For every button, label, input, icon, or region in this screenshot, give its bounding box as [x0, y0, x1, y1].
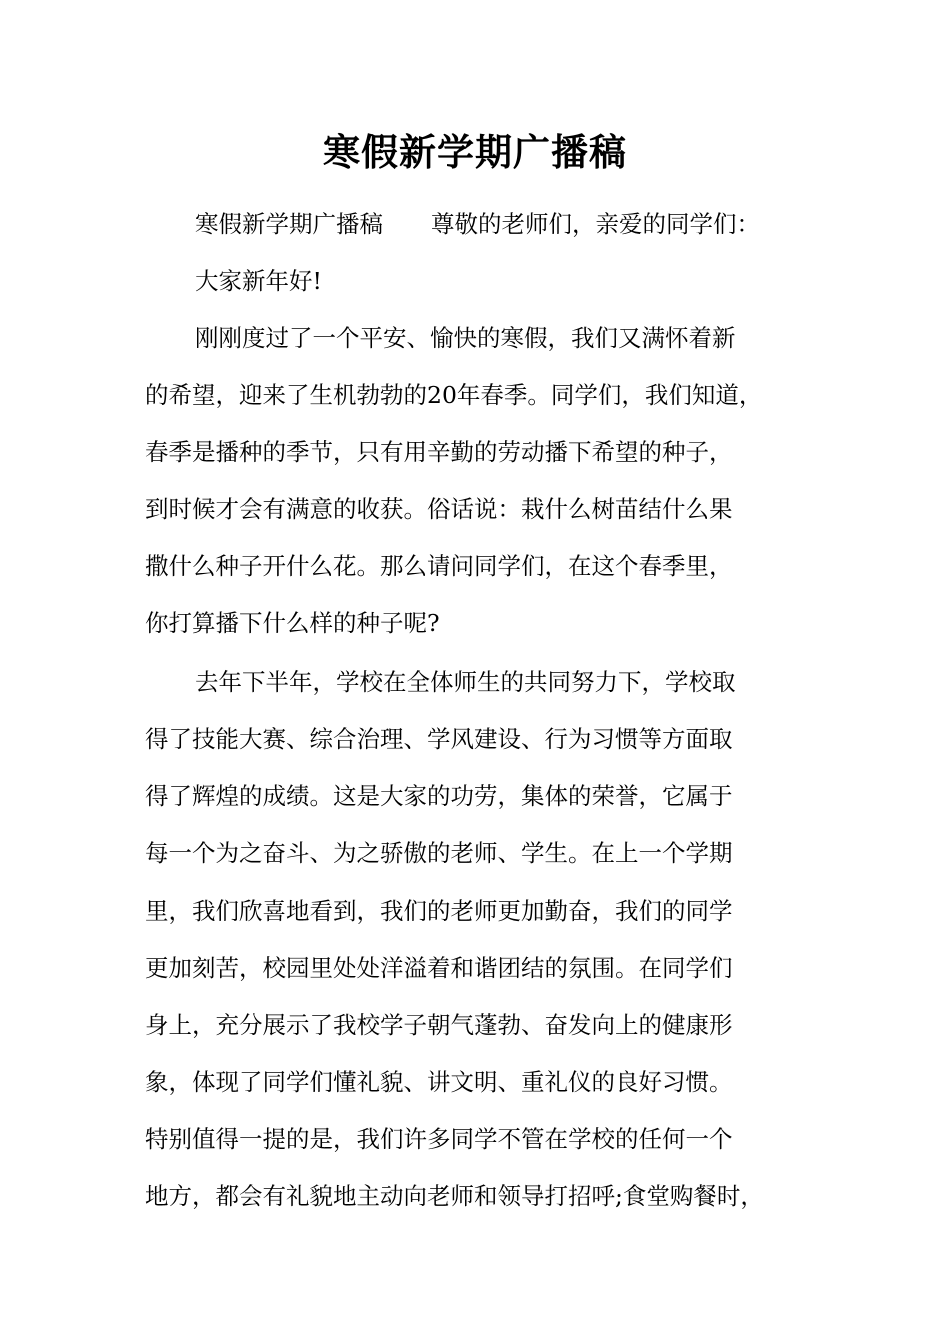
- paragraph2-line: 每一个为之奋斗、为之骄傲的老师、学生。在上一个学期: [145, 839, 733, 867]
- paragraph1-line: 刚刚度过了一个平安、愉快的寒假，我们又满怀着新: [195, 324, 736, 352]
- salutation: 尊敬的老师们，亲爱的同学们：: [431, 210, 760, 238]
- intro-line: [195, 209, 760, 239]
- intro-heading: 寒假新学期广播稿: [195, 210, 383, 238]
- paragraph2-line: 得了技能大赛、综合治理、学风建设、行为习惯等方面取: [145, 725, 733, 753]
- paragraph2-line: 里，我们欣喜地看到，我们的老师更加勤奋，我们的同学: [145, 897, 733, 925]
- document-title: 寒假新学期广播稿: [323, 130, 627, 174]
- paragraph2-line: 身上，充分展示了我校学子朝气蓬勃、奋发向上的健康形: [145, 1011, 733, 1039]
- paragraph1-line: 的希望，迎来了生机勃勃的20年春季。同学们，我们知道，: [145, 381, 763, 409]
- paragraph2-line: 特别值得一提的是，我们许多同学不管在学校的任何一个: [145, 1125, 733, 1153]
- paragraph1-line: 春季是播种的季节，只有用辛勤的劳动播下希望的种子，: [145, 438, 733, 466]
- greeting: 大家新年好!: [195, 267, 322, 295]
- paragraph1-line: 你打算播下什么样的种子呢?: [145, 609, 440, 637]
- paragraph2-line: 去年下半年，学校在全体师生的共同努力下，学校取: [195, 668, 736, 696]
- paragraph2-line: 地方，都会有礼貌地主动向老师和领导打招呼;食堂购餐时，: [145, 1182, 764, 1210]
- paragraph2-line: 象，体现了同学们懂礼貌、讲文明、重礼仪的良好习惯。: [145, 1068, 733, 1096]
- paragraph1-line: 撒什么种子开什么花。那么请问同学们，在这个春季里，: [145, 552, 733, 580]
- paragraph2-line: 得了辉煌的成绩。这是大家的功劳，集体的荣誉，它属于: [145, 782, 733, 810]
- paragraph1-line: 到时候才会有满意的收获。俗话说：栽什么树苗结什么果: [145, 495, 733, 523]
- paragraph2-line: 更加刻苦，校园里处处洋溢着和谐团结的氛围。在同学们: [145, 954, 733, 982]
